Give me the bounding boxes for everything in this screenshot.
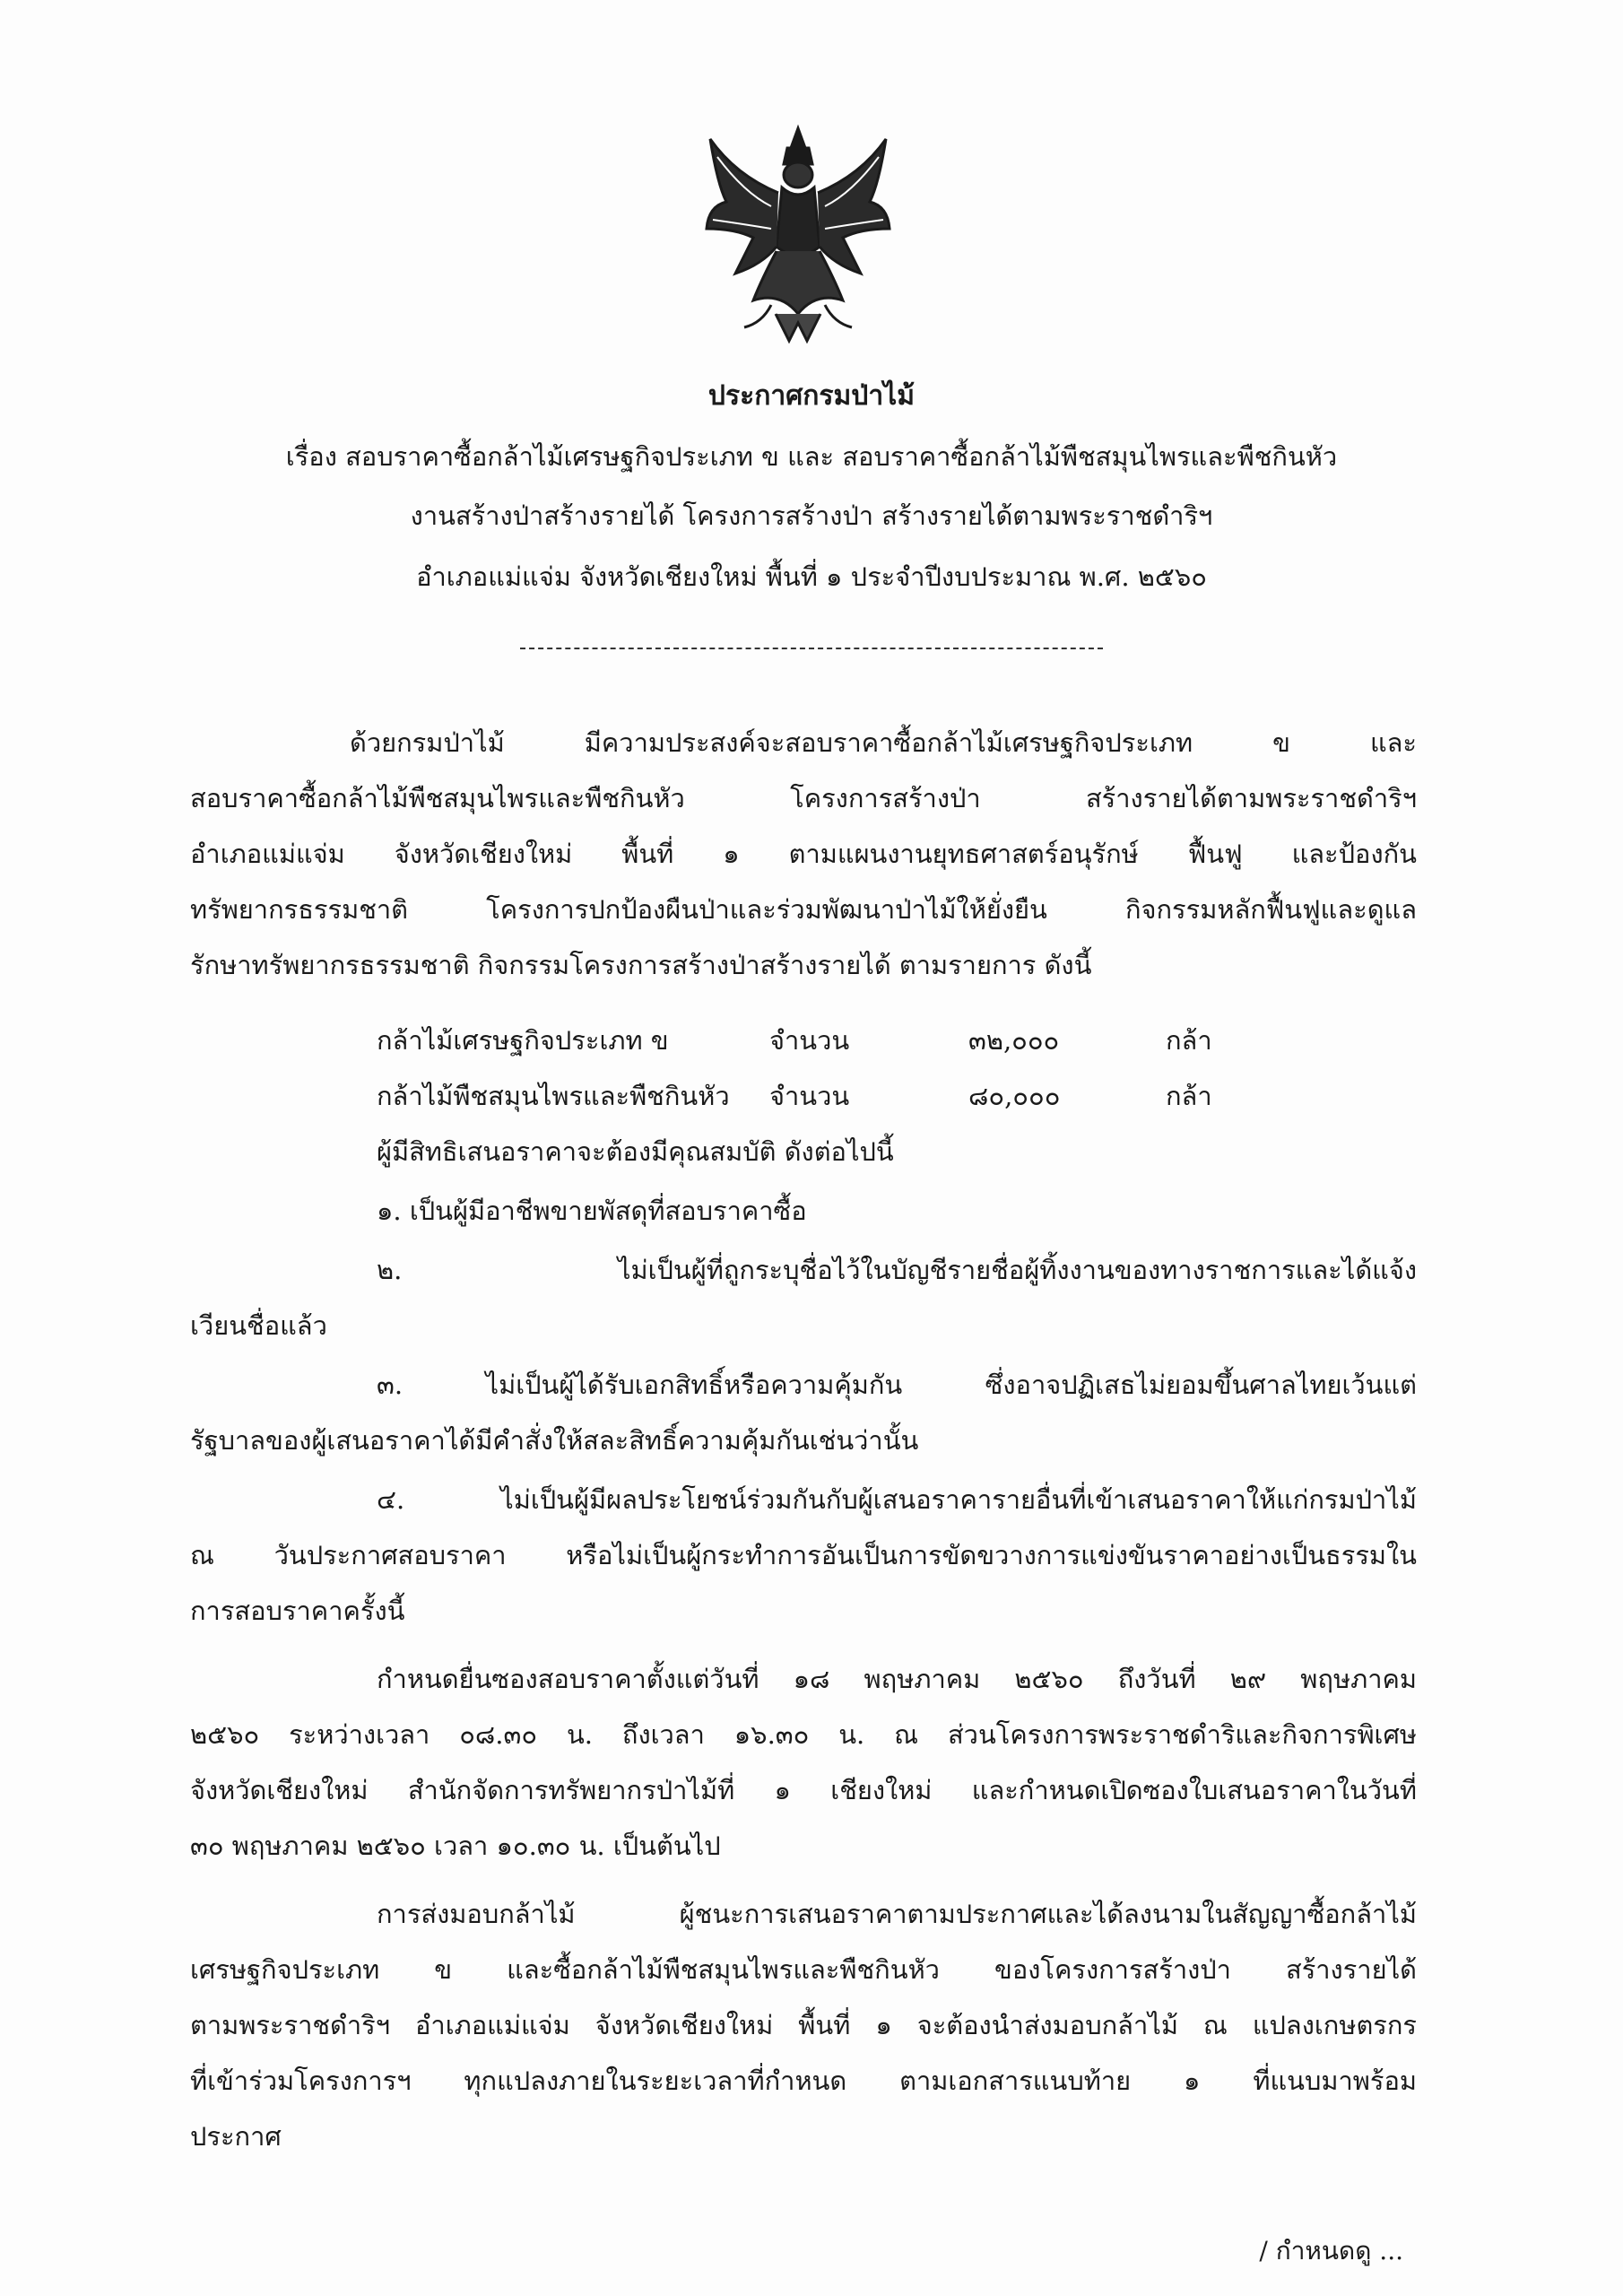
schedule-line-1: กำหนดยื่นซองสอบราคาตั้งแต่วันที่ ๑๘ พฤษภาคม ๒๕๖๐ ถึงวันที่ ๒๙ พฤษภาคม: [377, 1664, 1417, 1694]
qualification-2-line-2: เวียนชื่อแล้ว: [190, 1310, 327, 1341]
garuda-emblem-icon: [699, 121, 897, 345]
continuation-note: / กำหนดดู ...: [1259, 2236, 1403, 2266]
intro-line-2: สอบราคาซื้อกล้าไม้พืชสมุนไพรและพืชกินหัว โครงการสร้างป่า สร้างรายได้ตามพระราชดำริฯ: [190, 783, 1417, 813]
item-2-qty: ๘๐,๐๐๐: [968, 1081, 1061, 1111]
intro-line-1: ด้วยกรมป่าไม้ มีความประสงค์จะสอบราคาซื้อกล้าไม้เศรษฐกิจประเภท ข และ: [350, 727, 1417, 758]
item-1-qty: ๓๒,๐๐๐: [968, 1025, 1060, 1056]
qualification-4-line-3: การสอบราคาครั้งนี้: [190, 1596, 405, 1626]
intro-line-3: อำเภอแม่แจ่ม จังหวัดเชียงใหม่ พื้นที่ ๑ ตามแผนงานยุทธศาสตร์อนุรักษ์ ฟื้นฟู และป้องกัน: [190, 839, 1417, 869]
header-divider: [520, 648, 1103, 649]
delivery-line-1: การส่งมอบกล้าไม้ ผู้ชนะการเสนอราคาตามประกาศและได้ลงนามในสัญญาซื้อกล้าไม้: [377, 1899, 1417, 1929]
qualification-4-line-1: ๔. ไม่เป็นผู้มีผลประโยชน์ร่วมกันกับผู้เสนอราคารายอื่นที่เข้าเสนอราคาให้แก่กรมป่าไม้: [377, 1484, 1417, 1515]
item-1-qty-label: จำนวน: [769, 1025, 850, 1056]
qualification-intro: ผู้มีสิทธิเสนอราคาจะต้องมีคุณสมบัติ ดังต่อไปนี้: [377, 1136, 894, 1167]
qualification-1: ๑. เป็นผู้มีอาชีพขายพัสดุที่สอบราคาซื้อ: [377, 1196, 807, 1226]
delivery-line-5: ประกาศ: [190, 2121, 282, 2152]
item-1-unit: กล้า: [1166, 1025, 1212, 1056]
qualification-3-line-2: รัฐบาลของผู้เสนอราคาได้มีคำสั่งให้สละสิทธิ์ความคุ้มกันเช่นว่านั้น: [190, 1425, 919, 1456]
item-2-unit: กล้า: [1166, 1081, 1212, 1111]
delivery-line-4: ที่เข้าร่วมโครงการฯ ทุกแปลงภายในระยะเวลาที่กำหนด ตามเอกสารแนบท้าย ๑ ที่แนบมาพร้อม: [190, 2066, 1417, 2096]
intro-line-5: รักษาทรัพยากรธรรมชาติ กิจกรรมโครงการสร้างป่าสร้างรายได้ ตามรายการ ดังนี้: [190, 950, 1092, 980]
item-1-name: กล้าไม้เศรษฐกิจประเภท ข: [377, 1025, 669, 1056]
delivery-line-3: ตามพระราชดำริฯ อำเภอแม่แจ่ม จังหวัดเชียงใหม่ พื้นที่ ๑ จะต้องนำส่งมอบกล้าไม้ ณ แปลงเกษตรกร: [190, 2010, 1417, 2040]
subject-line-3: อำเภอแม่แจ่ม จังหวัดเชียงใหม่ พื้นที่ ๑ ประจำปีงบประมาณ พ.ศ. ๒๕๖๐: [416, 561, 1207, 592]
schedule-line-2: ๒๕๖๐ ระหว่างเวลา ๐๘.๓๐ น. ถึงเวลา ๑๖.๓๐ น. ณ ส่วนโครงการพระราชดำริและกิจการพิเศษ: [190, 1719, 1417, 1750]
item-2-qty-label: จำนวน: [769, 1081, 850, 1111]
subject-line-2: งานสร้างป่าสร้างรายได้ โครงการสร้างป่า สร้างรายได้ตามพระราชดำริฯ: [410, 500, 1213, 531]
intro-line-4: ทรัพยากรธรรมชาติ โครงการปกป้องผืนป่าและร่วมพัฒนาป่าไม้ให้ยั่งยืน กิจกรรมหลักฟื้นฟูและดูแล: [190, 894, 1417, 925]
schedule-line-4: ๓๐ พฤษภาคม ๒๕๖๐ เวลา ๑๐.๓๐ น. เป็นต้นไป: [190, 1831, 721, 1861]
qualification-4-line-2: ณ วันประกาศสอบราคา หรือไม่เป็นผู้กระทำการอันเป็นการขัดขวางการแข่งขันราคาอย่างเป็นธรรมใน: [190, 1540, 1417, 1570]
delivery-line-2: เศรษฐกิจประเภท ข และซื้อกล้าไม้พืชสมุนไพรและพืชกินหัว ของโครงการสร้างป่า สร้างรายได้: [190, 1954, 1417, 1985]
qualification-3-line-1: ๓. ไม่เป็นผู้ได้รับเอกสิทธิ์หรือความคุ้มกัน ซึ่งอาจปฏิเสธไม่ยอมขึ้นศาลไทยเว้นแต่: [377, 1370, 1417, 1400]
item-2-name: กล้าไม้พืชสมุนไพรและพืชกินหัว: [377, 1081, 730, 1111]
subject-line-1: เรื่อง สอบราคาซื้อกล้าไม้เศรษฐกิจประเภท ข และ สอบราคาซื้อกล้าไม้พืชสมุนไพรและพืชกินหัว: [285, 441, 1338, 472]
qualification-2-line-1: ๒. ไม่เป็นผู้ที่ถูกระบุชื่อไว้ในบัญชีรายชื่อผู้ทิ้งงานของทางราชการและได้แจ้ง: [377, 1255, 1417, 1285]
announcement-title: ประกาศกรมป่าไม้: [707, 380, 916, 412]
schedule-line-3: จังหวัดเชียงใหม่ สำนักจัดการทรัพยากรป่าไม้ที่ ๑ เชียงใหม่ และกำหนดเปิดซองใบเสนอราคาในวันที่: [190, 1775, 1417, 1805]
